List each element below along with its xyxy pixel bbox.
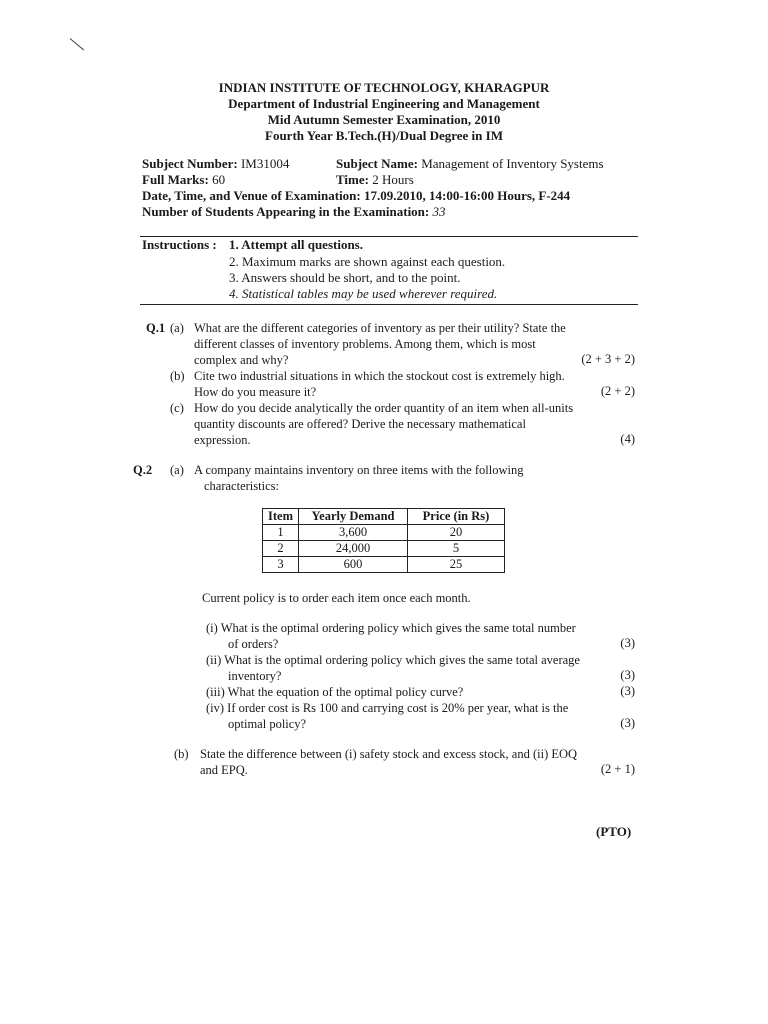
exam-time: Time: 2 Hours	[336, 172, 414, 187]
full-marks: Full Marks: 60	[142, 172, 226, 187]
table-row	[263, 557, 505, 573]
scan-mark	[70, 38, 84, 50]
table-row	[263, 541, 505, 557]
q1c-line: expression.	[194, 433, 251, 447]
program-title: Fourth Year B.Tech.(H)/Dual Degree in IM	[265, 128, 503, 143]
institute-title: INDIAN INSTITUTE OF TECHNOLOGY, KHARAGPUR	[218, 80, 550, 95]
table-cell: 3,600	[299, 525, 408, 541]
q2a-line: characteristics:	[204, 479, 279, 493]
q2b-line: and EPQ.	[200, 763, 248, 777]
subject-name: Subject Name: Management of Inventory Systems	[336, 156, 604, 171]
q2a-tag: (a)	[170, 463, 184, 477]
table-cell: 600	[299, 557, 408, 573]
q2a-line: A company maintains inventory on three items with the following	[194, 463, 524, 477]
pto-note: (PTO)	[596, 824, 632, 839]
q2-label: Q.2	[133, 463, 153, 477]
table-header-row	[263, 509, 505, 525]
instruction-item: 2. Maximum marks are shown against each question.	[229, 254, 506, 269]
table-header: Item	[263, 509, 299, 525]
exam-title: Mid Autumn Semester Examination, 2010	[267, 112, 501, 127]
q2a-sub-line: (ii) What is the optimal ordering policy which gives the same total average	[206, 653, 580, 667]
q1a-line: complex and why?	[194, 353, 289, 367]
table-cell: 1	[263, 525, 299, 541]
q2a-sub-marks: (3)	[620, 668, 635, 682]
current-policy: Current policy is to order each item once each month.	[202, 591, 471, 605]
q1a-line: different classes of inventory problems. Among them, which is most	[194, 337, 536, 351]
q2b-line: State the difference between (i) safety stock and excess stock, and (ii) EOQ	[200, 747, 578, 761]
q2a-sub-marks: (3)	[620, 636, 635, 650]
q1a-line: What are the different categories of inventory as per their utility? State the	[194, 321, 566, 335]
table-header: Yearly Demand	[299, 509, 408, 525]
table-row	[263, 525, 505, 541]
q1c-line: quantity discounts are offered? Derive the necessary mathematical	[194, 417, 526, 431]
instruction-item: 1. Attempt all questions.	[229, 237, 363, 252]
q2a-sub-marks: (3)	[620, 716, 635, 730]
q2a-sub-line: inventory?	[228, 669, 282, 683]
q1c-line: How do you decide analytically the order quantity of an item when all-units	[194, 401, 574, 415]
q1a-tag: (a)	[170, 321, 184, 335]
q1-label: Q.1	[146, 321, 166, 335]
instructions-label: Instructions :	[142, 237, 217, 252]
q2a-sub-line: (iii) What the equation of the optimal policy curve?	[206, 685, 464, 699]
q1b-line: How do you measure it?	[194, 385, 317, 399]
q2a-sub-marks: (3)	[620, 684, 635, 698]
q1b-tag: (b)	[170, 369, 185, 383]
q1c-marks: (4)	[620, 432, 635, 446]
q2a-sub-line: of orders?	[228, 637, 279, 651]
subject-number: Subject Number: IM31004	[142, 156, 290, 171]
q2a-sub-line: (iv) If order cost is Rs 100 and carrying cost is 20% per year, what is the	[206, 701, 569, 715]
q1b-marks: (2 + 2)	[600, 384, 635, 398]
students-appearing: Number of Students Appearing in the Examination: 33	[142, 204, 446, 219]
table-header: Price (in Rs)	[408, 509, 505, 525]
q1b-line: Cite two industrial situations in which the stockout cost is extremely high.	[194, 369, 565, 383]
table-cell: 24,000	[299, 541, 408, 557]
divider-bottom	[140, 304, 638, 305]
table-cell: 3	[263, 557, 299, 573]
q2a-sub-line: optimal policy?	[228, 717, 307, 731]
q2b-tag: (b)	[174, 747, 189, 761]
q2a-sub-line: (i) What is the optimal ordering policy which gives the same total number	[206, 621, 576, 635]
q1c-tag: (c)	[170, 401, 184, 415]
items-table	[262, 508, 505, 573]
table-cell: 20	[408, 525, 505, 541]
q1a-marks: (2 + 3 + 2)	[581, 352, 635, 366]
q2b-marks: (2 + 1)	[600, 762, 635, 776]
department-title: Department of Industrial Engineering and Management	[228, 96, 540, 111]
instruction-item: 3. Answers should be short, and to the point.	[229, 270, 461, 285]
table-cell: 2	[263, 541, 299, 557]
instruction-item: 4. Statistical tables may be used wherever required.	[229, 286, 498, 301]
table-cell: 25	[408, 557, 505, 573]
table-cell: 5	[408, 541, 505, 557]
date-venue-line: Date, Time, and Venue of Examination: 17.09.2010, 14:00-16:00 Hours, F-244	[142, 188, 571, 203]
